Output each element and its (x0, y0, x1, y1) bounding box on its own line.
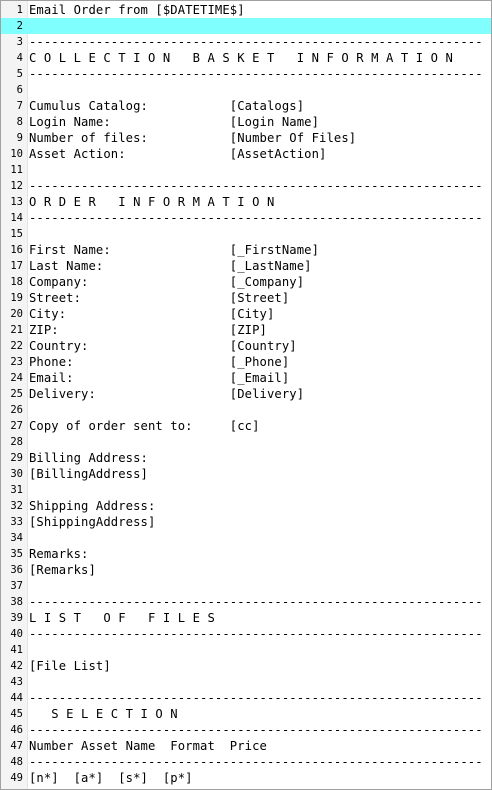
line-number: 33 (10, 516, 23, 528)
editor-line[interactable] (1, 770, 491, 786)
editor-line[interactable] (1, 386, 491, 402)
editor-line[interactable] (1, 418, 491, 434)
line-number: 10 (10, 148, 23, 160)
editor-line[interactable] (1, 658, 491, 674)
line-number: 24 (10, 372, 23, 384)
line-number: 46 (10, 724, 23, 736)
editor-line[interactable] (1, 66, 491, 82)
line-number: 11 (10, 164, 23, 176)
line-text[interactable]: Remarks: (29, 547, 89, 561)
line-number: 17 (10, 260, 23, 272)
line-number: 7 (16, 100, 23, 112)
line-text[interactable]: ------------------------------------------------------------- (29, 755, 483, 769)
line-text[interactable]: ------------------------------------------------------------- (29, 723, 483, 737)
editor-line[interactable] (1, 82, 491, 98)
line-number: 26 (10, 404, 23, 416)
line-text[interactable]: Copy of order sent to: [cc] (29, 419, 260, 433)
line-number: 43 (10, 676, 23, 688)
line-number: 14 (10, 212, 23, 224)
editor-line[interactable] (1, 306, 491, 322)
line-number: 2 (16, 20, 23, 32)
line-text[interactable]: ------------------------------------------------------------- (29, 67, 483, 81)
editor-line[interactable] (1, 514, 491, 530)
editor-line[interactable] (1, 242, 491, 258)
editor-line[interactable] (1, 226, 491, 242)
line-text[interactable]: [BillingAddress] (29, 467, 148, 481)
line-number: 19 (10, 292, 23, 304)
line-number: 20 (10, 308, 23, 320)
editor-line[interactable] (1, 34, 491, 50)
line-number: 28 (10, 436, 23, 448)
line-number: 49 (10, 772, 23, 784)
line-number: 39 (10, 612, 23, 624)
editor-line[interactable] (1, 322, 491, 338)
line-number: 9 (16, 132, 23, 144)
line-text[interactable]: Company: [_Company] (29, 275, 305, 289)
line-text[interactable]: Street: [Street] (29, 291, 290, 305)
line-number: 47 (10, 740, 23, 752)
line-text[interactable]: Number of files: [Number Of Files] (29, 131, 357, 145)
line-text[interactable]: Last Name: [_LastName] (29, 259, 312, 273)
editor-line[interactable] (1, 130, 491, 146)
line-text[interactable]: City: [City] (29, 307, 275, 321)
editor-line[interactable] (1, 194, 491, 210)
editor-line[interactable] (1, 642, 491, 658)
line-number: 27 (10, 420, 23, 432)
line-text[interactable]: C O L L E C T I O N B A S K E T I N F O R M A T I O N (29, 51, 453, 65)
editor-line[interactable] (1, 578, 491, 594)
editor-line[interactable] (1, 338, 491, 354)
line-text[interactable]: Cumulus Catalog: [Catalogs] (29, 99, 305, 113)
line-number: 25 (10, 388, 23, 400)
editor-line[interactable] (1, 738, 491, 754)
editor-line[interactable] (1, 290, 491, 306)
editor-line[interactable] (1, 482, 491, 498)
line-number: 32 (10, 500, 23, 512)
line-number: 21 (10, 324, 23, 336)
editor-line[interactable] (1, 562, 491, 578)
editor-line[interactable] (1, 114, 491, 130)
line-text[interactable]: Asset Action: [AssetAction] (29, 147, 327, 161)
editor-line[interactable] (1, 546, 491, 562)
line-text[interactable]: First Name: [_FirstName] (29, 243, 320, 257)
editor-line[interactable] (1, 178, 491, 194)
line-text[interactable]: Email: [_Email] (29, 371, 290, 385)
line-number: 22 (10, 340, 23, 352)
line-number: 37 (10, 580, 23, 592)
editor-line[interactable] (1, 50, 491, 66)
editor-line[interactable] (1, 370, 491, 386)
line-number: 23 (10, 356, 23, 368)
line-text[interactable]: Shipping Address: (29, 499, 156, 513)
line-text[interactable]: Billing Address: (29, 451, 148, 465)
line-number: 8 (16, 116, 23, 128)
line-number: 40 (10, 628, 23, 640)
line-number: 16 (10, 244, 23, 256)
line-text[interactable]: ------------------------------------------------------------- (29, 211, 483, 225)
line-number: 41 (10, 644, 23, 656)
line-text[interactable]: Delivery: [Delivery] (29, 387, 305, 401)
line-text[interactable]: L I S T O F F I L E S (29, 611, 215, 625)
editor-line[interactable] (1, 594, 491, 610)
editor-line[interactable] (1, 146, 491, 162)
line-number: 18 (10, 276, 23, 288)
line-text[interactable]: S E L E C T I O N (29, 707, 178, 721)
editor-line[interactable] (1, 610, 491, 626)
line-number: 29 (10, 452, 23, 464)
editor-line[interactable] (1, 18, 491, 34)
editor-line[interactable] (1, 2, 491, 18)
editor-line[interactable] (1, 466, 491, 482)
editor-line[interactable] (1, 98, 491, 114)
line-number: 12 (10, 180, 23, 192)
line-number: 6 (16, 84, 23, 96)
line-text[interactable]: Email Order from [$DATETIME$] (29, 3, 245, 17)
line-text[interactable]: ------------------------------------------------------------- (29, 691, 483, 705)
line-number: 30 (10, 468, 23, 480)
editor-line[interactable] (1, 626, 491, 642)
line-number: 36 (10, 564, 23, 576)
line-number: 31 (10, 484, 23, 496)
editor-line[interactable] (1, 354, 491, 370)
line-text[interactable]: Country: [Country] (29, 339, 297, 353)
line-text[interactable]: [Remarks] (29, 563, 96, 577)
editor-line[interactable] (1, 498, 491, 514)
line-text[interactable]: ------------------------------------------------------------- (29, 35, 483, 49)
editor-line[interactable] (1, 274, 491, 290)
editor-line[interactable] (1, 402, 491, 418)
line-number: 42 (10, 660, 23, 672)
editor-line[interactable] (1, 434, 491, 450)
line-number: 34 (10, 532, 23, 544)
line-number: 5 (16, 68, 23, 80)
line-number: 3 (16, 36, 23, 48)
editor-line[interactable] (1, 706, 491, 722)
line-number: 13 (10, 196, 23, 208)
line-text[interactable]: Login Name: [Login Name] (29, 115, 320, 129)
editor-line[interactable] (1, 690, 491, 706)
line-text[interactable]: Number Asset Name Format Price (29, 739, 267, 753)
editor-line[interactable] (1, 674, 491, 690)
line-text[interactable]: ------------------------------------------------------------- (29, 179, 483, 193)
line-text[interactable]: ZIP: [ZIP] (29, 323, 267, 337)
line-number: 38 (10, 596, 23, 608)
line-number: 15 (10, 228, 23, 240)
line-number: 44 (10, 692, 23, 704)
line-number: 48 (10, 756, 23, 768)
line-text[interactable]: ------------------------------------------------------------- (29, 627, 483, 641)
line-number: 4 (16, 52, 23, 64)
editor-line[interactable] (1, 530, 491, 546)
editor-line[interactable] (1, 722, 491, 738)
editor-line[interactable] (1, 450, 491, 466)
line-text[interactable]: O R D E R I N F O R M A T I O N (29, 195, 275, 209)
editor-line[interactable] (1, 162, 491, 178)
line-number: 35 (10, 548, 23, 560)
line-text[interactable]: [n*] [a*] [s*] [p*] (29, 771, 193, 785)
editor-line[interactable] (1, 754, 491, 770)
editor-line[interactable] (1, 258, 491, 274)
line-number: 1 (16, 4, 23, 16)
line-number: 45 (10, 708, 23, 720)
editor-line[interactable] (1, 210, 491, 226)
line-text[interactable]: ------------------------------------------------------------- (29, 595, 483, 609)
line-text[interactable]: [ShippingAddress] (29, 515, 156, 529)
editor-content[interactable] (1, 2, 491, 786)
line-text[interactable]: [File List] (29, 659, 111, 673)
line-text[interactable]: Phone: [_Phone] (29, 355, 290, 369)
